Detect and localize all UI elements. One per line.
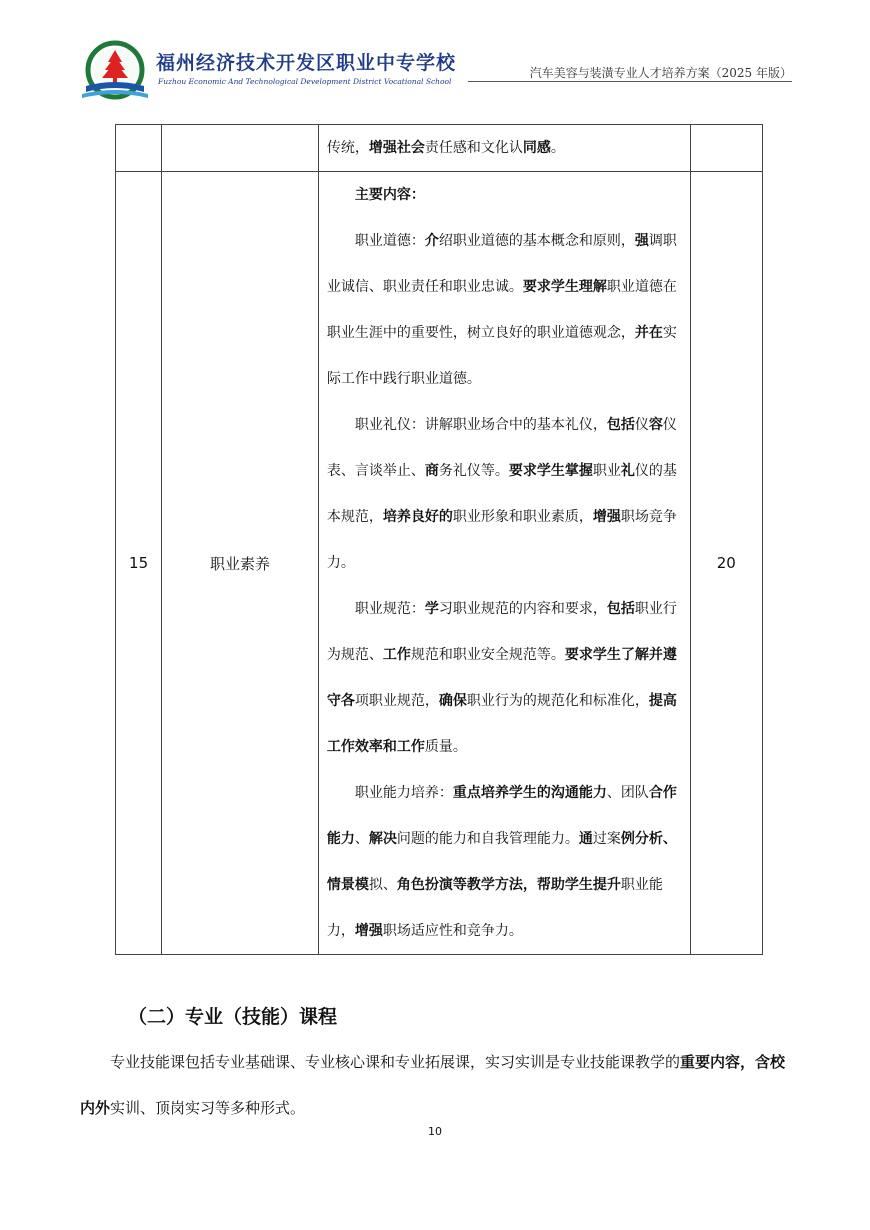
table-row [116,172,763,955]
table-row-continued [116,125,763,172]
course-table [115,124,763,955]
content-heading: 主要内容： [354,187,425,203]
header-divider [468,81,792,82]
cell-no-empty [116,125,162,172]
content-paragraph-ability: 职业能力培养：重点培养学生的沟通能力、团队合作能力、解决问题的能力和自我管理能力。通过案例分析、情景模拟、角色扮演等教学方法，帮助学生提升职业能力，增强职场适应性和竞争力。 [326,785,677,939]
document-title: 汽车美容与装潢专业人才培养方案（2025 年版） [529,66,792,80]
cell-content-continued: 传统，增强社会责任感和文化认同感。 [318,125,690,172]
cell-course-content [318,172,690,955]
cell-course-hours: 20 [690,172,762,955]
school-name-cn: 福州经济技术开发区职业中专学校 [156,52,457,74]
section-heading: （二）专业（技能）课程 [128,1006,338,1028]
school-name-en: Fuzhou Economic And Technological Development District Vocational School [158,77,452,86]
cell-course-no: 15 [116,172,162,955]
school-emblem-icon [80,40,150,104]
page-header [0,0,870,110]
section-paragraph: 专业技能课包括专业基础课、专业核心课和专业拓展课，实习实训是专业技能课教学的重要内容，含校内外实训、顶岗实习等多种形式。 [80,1053,786,1117]
cell-hours-empty [690,125,762,172]
page-number: 10 [428,1125,442,1138]
content-paragraph-etiquette: 职业礼仪：讲解职业场合中的基本礼仪，包括仪容仪表、言谈举止、商务礼仪等。要求学生掌握职业礼仪的基本规范，培养良好的职业形象和职业素质，增强职场竞争力。 [326,417,677,571]
content-paragraph-norms: 职业规范：学习职业规范的内容和要求，包括职业行为规范、工作规范和职业安全规范等。要求学生了解并遵守各项职业规范，确保职业行为的规范化和标准化，提高工作效率和工作质量。 [326,601,677,755]
content-paragraph-ethics: 职业道德：介绍职业道德的基本概念和原则，强调职业诚信、职业责任和职业忠诚。要求学生理解职业道德在职业生涯中的重要性，树立良好的职业道德观念，并在实际工作中践行职业道德。 [326,233,677,387]
cell-course-name: 职业素养 [162,172,319,955]
cell-name-empty [162,125,319,172]
